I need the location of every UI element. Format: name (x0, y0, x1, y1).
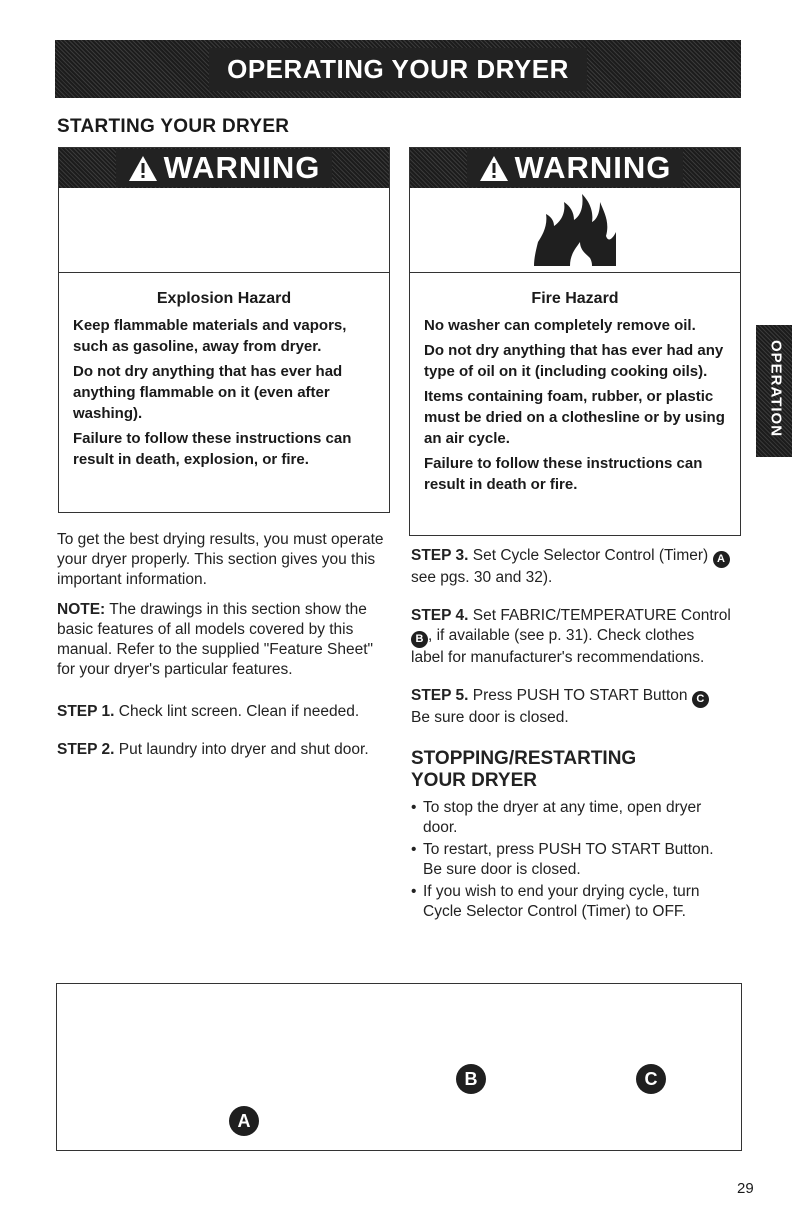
warning-box-explosion (58, 147, 390, 513)
step-text: , if available (see p. 31). Check clothes label for manufacturer's recommendations. (411, 627, 705, 666)
subhead-line: STOPPING/RESTARTING (411, 748, 637, 769)
hazard-title: Fire Hazard (531, 290, 619, 307)
warning-box-fire (409, 147, 741, 536)
hazard-title: Explosion Hazard (156, 290, 292, 307)
warning-triangle-icon (479, 155, 509, 182)
warning-text (73, 288, 375, 474)
callout-a-icon: A (713, 551, 730, 568)
step-5 (411, 686, 731, 728)
warning-line: Failure to follow these instructions can result in death, explosion, or fire. (73, 430, 352, 468)
section-title: STARTING YOUR DRYER (57, 116, 290, 137)
step-2 (57, 740, 387, 760)
step-text: Put laundry into dryer and shut door. (118, 741, 369, 758)
note-text: The drawings in this section show the basic features of all models covered by this manual. Refer to the supplied "Feature Sheet" for your dryer's particular features. (57, 601, 374, 678)
warning-line: Keep flammable materials and vapors, such as gasoline, away from dryer. (73, 317, 347, 355)
banner-title: OPERATING YOUR DRYER (209, 48, 587, 91)
step-label: STEP 1. (57, 703, 115, 720)
warning-triangle-icon (128, 155, 158, 182)
step-label: STEP 3. (411, 547, 469, 564)
warning-heading: WARNING (163, 150, 321, 185)
side-tab-label: OPERATION (767, 339, 785, 438)
side-tab (756, 325, 792, 457)
right-column (411, 546, 731, 924)
warning-divider (59, 272, 389, 273)
stopping-heading (411, 748, 731, 792)
warning-header (59, 148, 389, 188)
step-label: STEP 4. (411, 607, 469, 624)
list-item: • If you wish to end your drying cycle, turn Cycle Selector Control (Timer) to OFF. (411, 882, 731, 922)
step-label: STEP 2. (57, 741, 115, 758)
callout-c-icon: C (692, 691, 709, 708)
warning-line: Failure to follow these instructions can result in death or fire. (424, 455, 703, 493)
callout-a-icon: A (229, 1106, 259, 1136)
list-item: • To restart, press PUSH TO START Button. Be sure door is closed. (411, 840, 731, 880)
list-item: • To stop the dryer at any time, open dryer door. (411, 798, 731, 838)
warning-line: Do not dry anything that has ever had any type of oil on it (including cooking oils). (424, 342, 724, 380)
warning-line: Items containing foam, rubber, or plastic must be dried on a clothesline or by using an air cycle. (424, 388, 725, 447)
warning-divider (410, 272, 740, 273)
step-label: STEP 5. (411, 687, 469, 704)
warning-heading: WARNING (514, 150, 672, 185)
flame-icon (530, 192, 620, 268)
subhead-line: YOUR DRYER (411, 770, 537, 791)
step-text: Set FABRIC/TEMPERATURE Control (472, 607, 731, 624)
callout-b-icon: B (456, 1064, 486, 1094)
left-column (57, 530, 387, 770)
stopping-list (411, 798, 731, 922)
step-text: see pgs. 30 and 32). (411, 569, 553, 586)
callout-c-icon: C (636, 1064, 666, 1094)
controls-illustration-panel (56, 983, 742, 1151)
page-banner (55, 40, 741, 98)
step-text: Press PUSH TO START Button (472, 687, 688, 704)
callout-b-icon: B (411, 631, 428, 648)
warning-line: No washer can completely remove oil. (424, 317, 696, 334)
warning-header (410, 148, 740, 188)
step-3 (411, 546, 731, 588)
note-paragraph (57, 600, 387, 680)
step-4 (411, 606, 731, 668)
page-number: 29 (737, 1180, 754, 1197)
step-text: Be sure door is closed. (411, 709, 569, 726)
warning-text (424, 288, 726, 499)
note-label: NOTE: (57, 601, 106, 618)
step-text: Check lint screen. Clean if needed. (118, 703, 360, 720)
step-text: Set Cycle Selector Control (Timer) (472, 547, 709, 564)
step-1 (57, 702, 387, 722)
warning-line: Do not dry anything that has ever had anything flammable on it (even after washing). (73, 363, 343, 422)
intro-paragraph: To get the best drying results, you must operate your dryer properly. This section gives you this important information. (57, 531, 384, 588)
